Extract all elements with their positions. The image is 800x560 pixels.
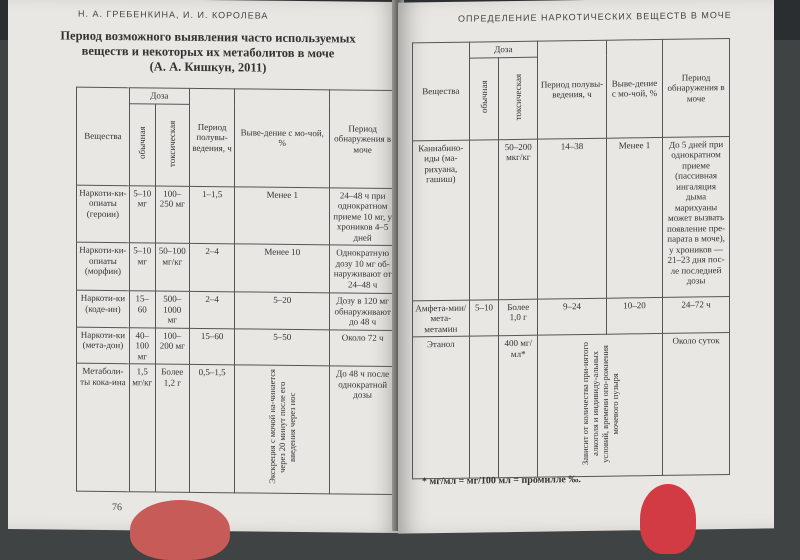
cell-substance: Наркоти-ки-опиаты (морфин) [77,242,130,291]
cell-dose-toxic: Более 1,2 г [155,364,189,492]
cell-dose-normal: 5–10 мг [129,243,155,291]
page-number: 76 [112,502,122,514]
cell-substance: Амфета-мин/мета-метамин [413,300,470,337]
cell-dose-toxic: 50–200 мкг/кг [499,139,538,300]
excretion-note: Экскреция с мочой на-чинается через 20 минут после его введения через нос [267,369,298,485]
cell-substance: Этанол [413,336,470,479]
cell-dose-normal [469,336,499,478]
cell-half-life: 1–1,5 [189,186,234,244]
cell-half-life: 14–38 [538,138,607,299]
header-half-life: Период полувы-ведения, ч [538,40,607,138]
cell-substance: Каннабино-иды (ма-рихуана, гашиш) [413,140,470,301]
cell-dose-normal: 40–100 мг [129,327,155,364]
cell-dose-normal: 5–10 [469,299,499,336]
cell-excretion: 5–50 [235,328,330,365]
cell-dose-normal [469,139,499,299]
running-header-left: Н. А. ГРЕБЕНКИНА, И. И. КОРОЛЕВА [78,8,269,21]
cell-merged-note [538,333,663,477]
cell-excretion: 10–20 [606,297,662,334]
table-title [38,28,378,77]
left-page [8,0,400,533]
table-row [77,242,396,293]
finger-left [130,500,230,560]
header-excretion: Выве-дение с мо-чой, % [235,89,330,187]
cell-detection: До 48 ч после однократной дозы [330,366,396,495]
cell-half-life: 9–24 [538,298,607,335]
header-dose-normal: обычная [129,103,155,185]
cell-excretion: Менее 1 [606,137,662,298]
title-line-1: Период возможного выявления часто используемых [60,28,356,46]
table-row [413,136,730,300]
right-page [398,0,774,534]
table-row [413,296,730,337]
cell-excretion: 5–20 [235,292,330,329]
header-detection: Период обнаружения в моче [330,90,396,188]
finger-right [640,484,696,554]
header-excretion: Выве-дение с мо-чой, % [606,39,662,137]
cell-detection: 24–72 ч [663,296,730,333]
header-dose-normal: обычная [469,57,499,139]
header-substance: Вещества [413,42,470,140]
cell-half-life: 0,5–1,5 [189,364,234,492]
cell-dose-toxic: 50–100 мг/кг [155,243,189,291]
header-half-life: Период полувы-ведения, ч [189,88,234,186]
header-dose: Доза [469,41,537,57]
cell-dose-normal: 1,5 мг/кг [129,364,155,492]
cell-substance: Наркоти-ки-опиаты (героин) [77,185,130,243]
footnote: * мг/мл = мг/100 мл = промилле ‰. [422,474,581,488]
left-table [76,87,396,495]
cell-dose-normal: 15–60 [129,291,155,328]
cell-half-life: 2–4 [189,243,234,291]
cell-half-life: 15–60 [189,328,234,365]
cell-substance: Метаболи-ты кока-ина [77,363,130,492]
table-row [77,185,396,246]
title-line-2: веществ и некоторых их метаболитов в моче [81,43,335,61]
cell-half-life: 2–4 [189,291,234,328]
merged-note: Зависит от количества при-нятого алкоголя и индивиду-альных условий, времени опо-рожнения мочевого пузыря [580,342,621,466]
cell-excretion: Менее 10 [235,244,330,293]
table-row [77,363,396,494]
cell-excretion [235,365,330,494]
title-line-3: (А. А. Кишкун, 2011) [149,59,267,75]
header-dose: Доза [129,88,189,104]
cell-substance: Наркоти-ки (мета-дон) [77,327,130,364]
table-row [413,332,730,478]
cell-detection: До 5 дней при однократном приеме (пассивная ингаляция дыма марихуаны может вызвать появление пре-парата в моче), у хроников — 21–23 дня пос-ле последней дозы [663,136,730,297]
header-dose-toxic: токсическая [155,103,189,185]
table-row [77,290,396,330]
header-substance: Вещества [77,87,130,185]
cell-dose-toxic: 100–200 мг [155,327,189,364]
running-header-right: ОПРЕДЕЛЕНИЕ НАРКОТИЧЕСКИХ ВЕЩЕСТВ В МОЧЕ [458,9,732,24]
cell-detection: Около суток [663,332,730,475]
cell-dose-normal: 5–10 мг [129,185,155,243]
cell-detection: Однократную дозу 10 мг об-наруживают от 24–48 ч [330,245,396,294]
cell-dose-toxic: Более 1,0 г [499,299,538,336]
cell-detection: Около 72 ч [330,329,396,366]
header-dose-toxic: токсическая [499,57,538,140]
cell-dose-toxic: 500–1000 мг [155,291,189,328]
cell-detection: 24–48 ч при однократном приеме 10 мг, у хроников 4–5 дней [330,187,396,245]
cell-dose-toxic: 100–250 мг [155,185,189,243]
table-row [77,327,396,367]
header-detection: Период обнаружения в моче [663,38,730,136]
cell-excretion: Менее 1 [235,186,330,244]
right-table [412,38,730,479]
cell-substance: Наркоти-ки (коде-ин) [77,290,130,327]
cell-detection: Дозу в 120 мг обнаруживают до 48 ч [330,293,396,330]
cell-dose-toxic: 400 мг/мл* [499,335,538,478]
